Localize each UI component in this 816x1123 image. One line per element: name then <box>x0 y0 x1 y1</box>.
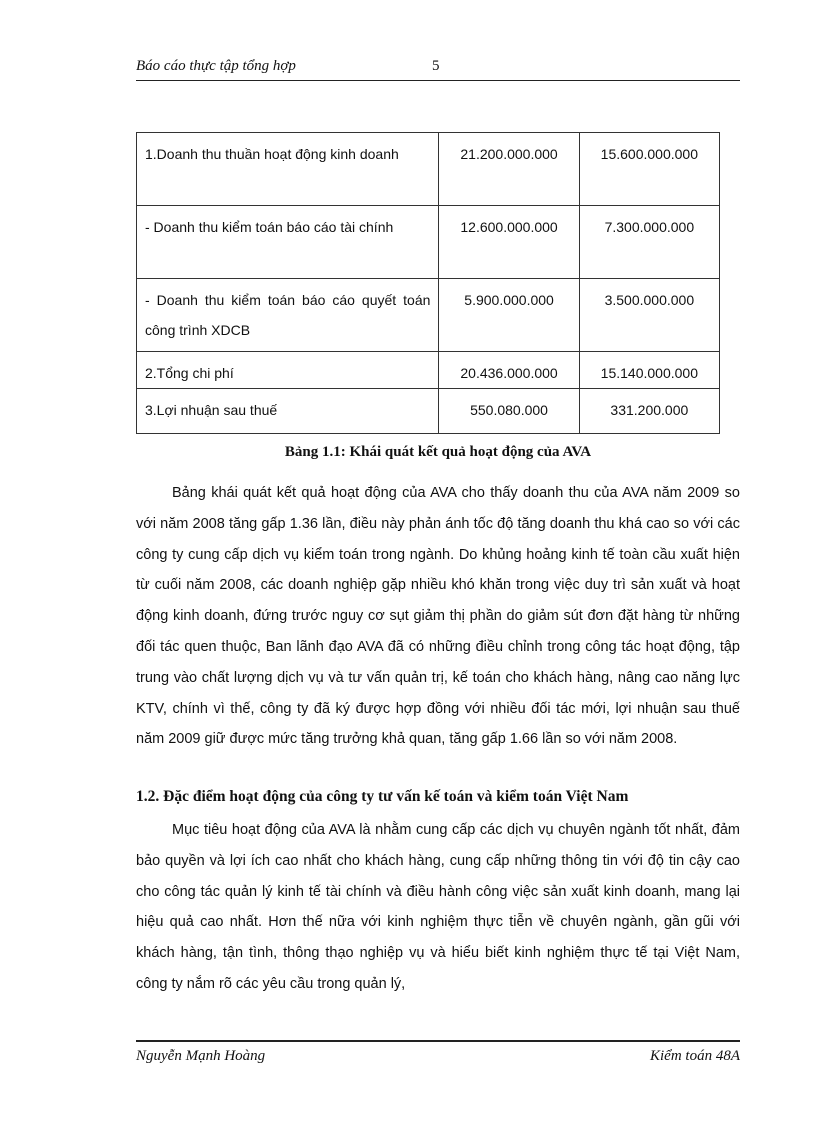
table-cell-2009: 12.600.000.000 <box>439 206 579 279</box>
table-row <box>137 352 720 389</box>
table-cell-label: 2.Tổng chi phí <box>137 352 439 389</box>
footer-author: Nguyễn Mạnh Hoàng <box>136 1048 266 1064</box>
page-footer <box>136 1040 740 1072</box>
table-cell-2008: 331.200.000 <box>579 389 719 434</box>
paragraph-objectives <box>136 815 740 1000</box>
paragraph-text: Bảng khái quát kết quả hoạt động của AVA cho thấy doanh thu của AVA năm 2009 so với năm 2008 tăng gấp 1.36 lần, điều này phản ánh tốc độ tăng doanh thu khá cao so với các công ty cung cấp dịch vụ kiểm toán trong ngành. Do khủng hoảng kinh tế toàn cầu xuất hiện từ cuối năm 2008, các doanh nghiệp gặp nhiều khó khăn trong việc duy trì sản xuất và hoạt động kinh doanh, đứng trước nguy cơ sụt giảm thị phần do giảm sút đơn đặt hàng từ những đối tác quen thuộc, Ban lãnh đạo AVA đã có những điều chỉnh trong công tác hoạt động, tập trung vào chất lượng dịch vụ và tư vấn quản trị, kế toán cho khách hàng, nâng cao năng lực KTV, chính vì thế, công ty đã ký được hợp đồng với nhiều đối tác mới, lợi nhuận sau thuế năm 2009 giữ được mức tăng trưởng khả quan, tăng gấp 1.66 lần so với năm 2008. <box>136 485 740 748</box>
page-header <box>136 58 740 81</box>
table-row <box>137 133 720 206</box>
footer-class: Kiểm toán 48A <box>650 1048 740 1064</box>
table-cell-label: - Doanh thu kiểm toán báo cáo tài chính <box>137 206 439 279</box>
paragraph-text: Mục tiêu hoạt động của AVA là nhằm cung cấp các dịch vụ chuyên ngành tốt nhất, đảm bảo quyền và lợi ích cao nhất cho khách hàng, cung cấp những thông tin với độ tin cậy cao cho công tác quản lý kinh tế tài chính và điều hành công việc sản xuất kinh doanh, mang lại hiệu quả cao nhất. Hơn thế nữa với kinh nghiệm thực tiễn về chuyên ngành, gần gũi với khách hàng, tận tình, thông thạo nghiệp vụ và hiểu biết kinh nghiệm thực tế tại Việt Nam, công ty nắm rõ các yêu cầu trong quản lý, <box>136 822 740 992</box>
table-cell-2009: 5.900.000.000 <box>439 279 579 352</box>
table-row <box>137 206 720 279</box>
table-cell-2008: 15.140.000.000 <box>579 352 719 389</box>
section-heading: 1.2. Đặc điểm hoạt động của công ty tư vấn kế toán và kiểm toán Việt Nam <box>136 788 629 805</box>
header-title: Báo cáo thực tập tổng hợp <box>136 58 296 74</box>
table-row <box>137 279 720 352</box>
table-cell-label: 3.Lợi nhuận sau thuế <box>137 389 439 434</box>
table-row <box>137 389 720 434</box>
table-cell-label: - Doanh thu kiểm toán báo cáo quyết toán công trình XDCB <box>137 279 439 352</box>
table-cell-2008: 7.300.000.000 <box>579 206 719 279</box>
table-cell-2009: 21.200.000.000 <box>439 133 579 206</box>
table-caption: Bảng 1.1: Khái quát kết quả hoạt động của AVA <box>284 444 592 460</box>
table-cell-2008: 3.500.000.000 <box>579 279 719 352</box>
results-table <box>136 132 720 434</box>
page-number: 5 <box>432 58 440 74</box>
table-cell-2009: 550.080.000 <box>439 389 579 434</box>
table-cell-2008: 15.600.000.000 <box>579 133 719 206</box>
paragraph-results-summary <box>136 478 740 755</box>
table-cell-label: 1.Doanh thu thuần hoạt động kinh doanh <box>137 133 439 206</box>
table-cell-2009: 20.436.000.000 <box>439 352 579 389</box>
